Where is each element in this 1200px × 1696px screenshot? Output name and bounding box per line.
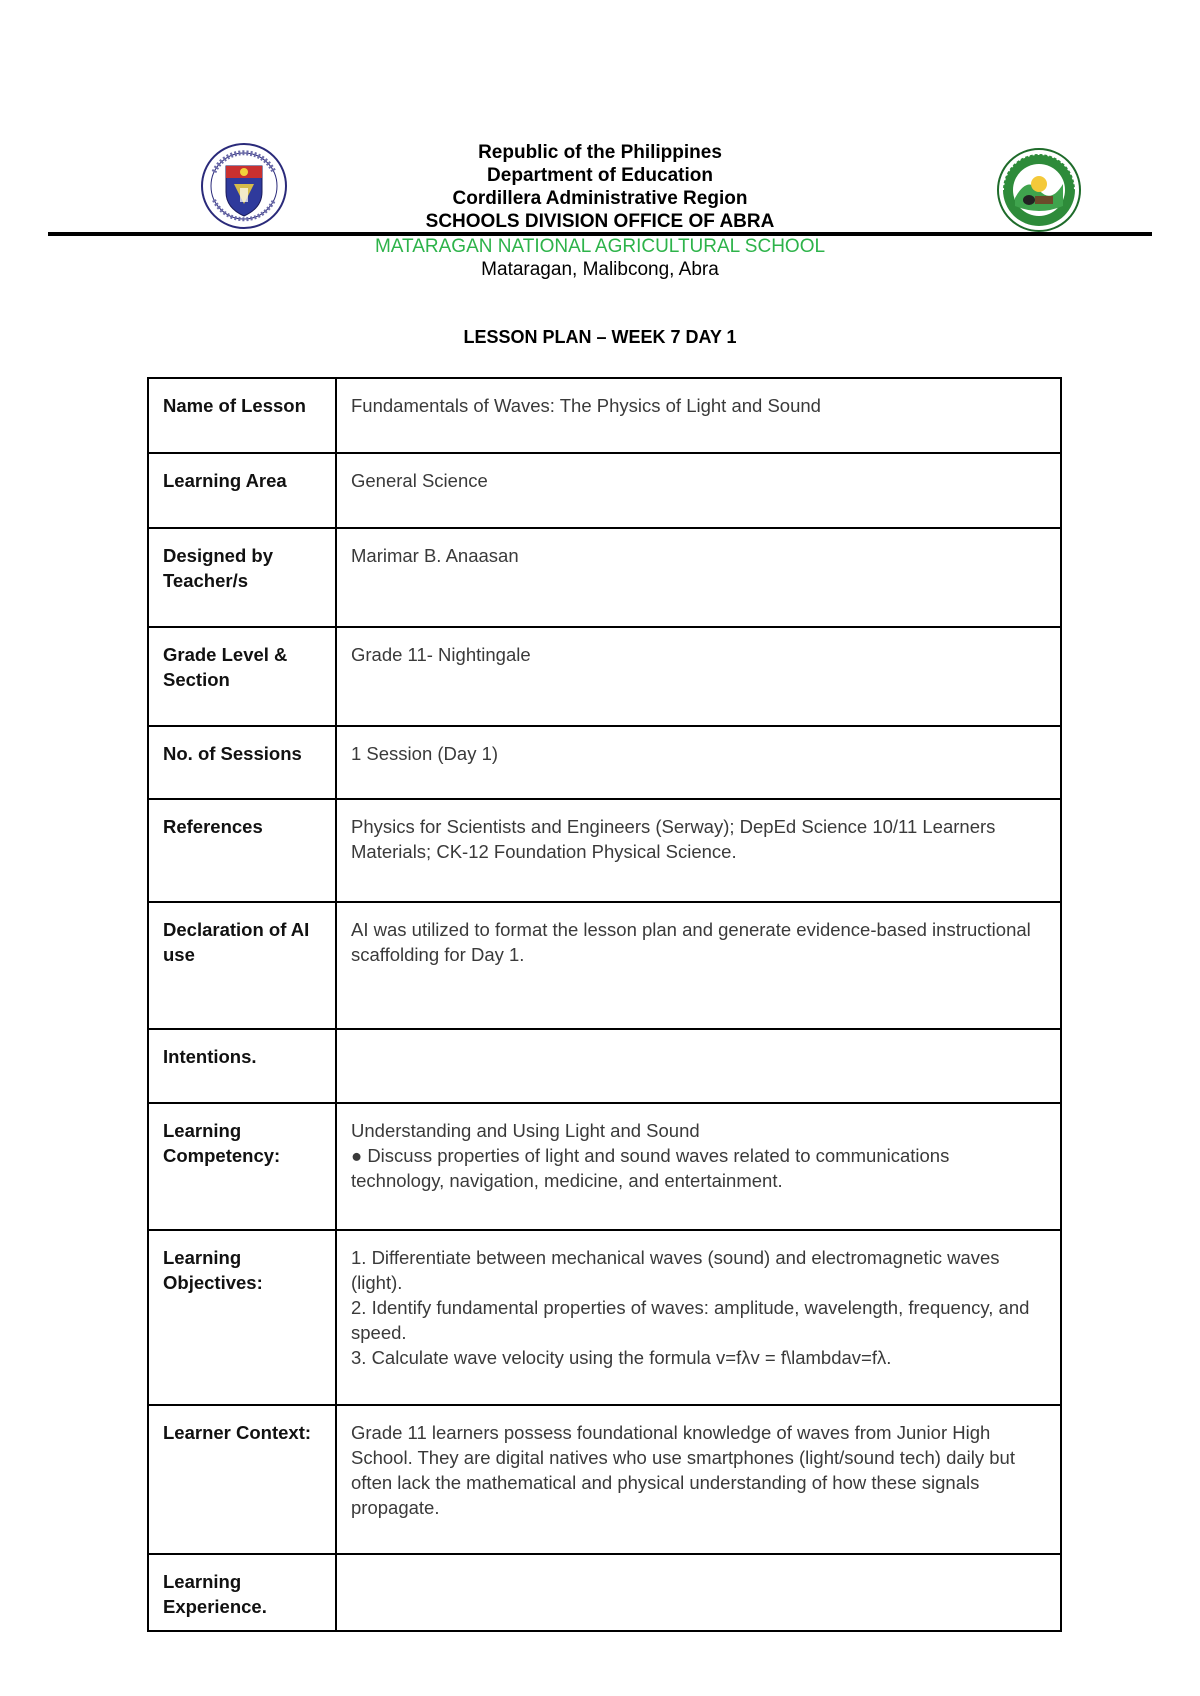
row-label: Intentions. [148,1029,336,1103]
competency-title: Understanding and Using Light and Sound [351,1120,700,1141]
school-block [0,235,1200,281]
school-address: Mataragan, Malibcong, Abra [481,259,719,280]
table-row [148,453,1061,528]
objective-item: 2. Identify fundamental properties of waves: amplitude, wavelength, frequency, and speed. [351,1297,1030,1343]
row-label: Learning Area [148,453,336,528]
table-row [148,902,1061,1029]
header-region: Cordillera Administrative Region [452,188,748,209]
row-value: Fundamentals of Waves: The Physics of Light and Sound [336,378,1061,453]
table-row [148,1103,1061,1230]
row-value: AI was utilized to format the lesson plan and generate evidence-based instructional scaffolding for Day 1. [336,902,1061,1029]
row-value [336,1554,1061,1631]
letterhead [0,141,1200,233]
objective-item: 3. Calculate wave velocity using the formula v=fλv = f\lambdav=fλ. [351,1347,892,1368]
row-label: Learning Competency: [148,1103,336,1230]
header-republic: Republic of the Philippines [478,142,722,163]
table-row [148,799,1061,902]
header-department: Department of Education [487,165,713,186]
row-value [336,1230,1061,1405]
lesson-plan-table [147,377,1062,1632]
page-title: LESSON PLAN – WEEK 7 DAY 1 [463,327,737,347]
row-value [336,1029,1061,1103]
table-row [148,1230,1061,1405]
table-row [148,528,1061,627]
row-label: Learner Context: [148,1405,336,1554]
row-label: Name of Lesson [148,378,336,453]
row-value: 1 Session (Day 1) [336,726,1061,799]
table-row [148,1029,1061,1103]
table-row [148,627,1061,726]
row-value: Grade 11- Nightingale [336,627,1061,726]
table-row [148,1405,1061,1554]
row-label: Designed by Teacher/s [148,528,336,627]
table-row [148,378,1061,453]
competency-bullet: ● Discuss properties of light and sound waves related to communications technology, navigation, medicine, and entertainment. [351,1145,950,1191]
school-name: MATARAGAN NATIONAL AGRICULTURAL SCHOOL [374,236,826,257]
objective-item: 1. Differentiate between mechanical waves (sound) and electromagnetic waves (light). [351,1247,1000,1293]
row-label: Declaration of AI use [148,902,336,1029]
row-label: Learning Experience. [148,1554,336,1631]
row-label: Grade Level & Section [148,627,336,726]
row-label: No. of Sessions [148,726,336,799]
table-row [148,726,1061,799]
row-value: Grade 11 learners possess foundational knowledge of waves from Junior High School. They are digital natives who use smartphones (light/sound tech) daily but often lack the mathematical and physical understanding of how these signals propagate. [336,1405,1061,1554]
row-value [336,1103,1061,1230]
row-value: Marimar B. Anaasan [336,528,1061,627]
table-row [148,1554,1061,1631]
row-value: Physics for Scientists and Engineers (Serway); DepEd Science 10/11 Learners Materials; CK-12 Foundation Physical Science. [336,799,1061,902]
row-value: General Science [336,453,1061,528]
row-label: Learning Objectives: [148,1230,336,1405]
row-label: References [148,799,336,902]
header-division: SCHOOLS DIVISION OFFICE OF ABRA [425,211,775,232]
